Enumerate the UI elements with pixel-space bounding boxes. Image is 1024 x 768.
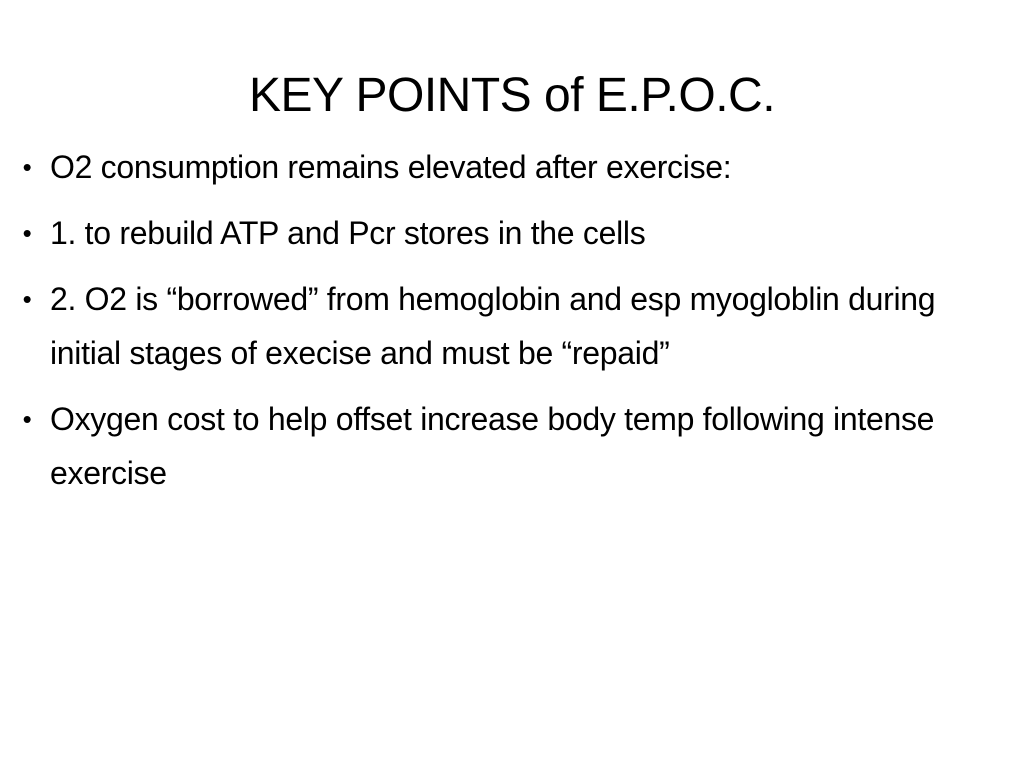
bullet-item <box>14 140 1010 194</box>
bullet-list <box>14 140 1010 512</box>
bullet-marker: • <box>22 152 32 182</box>
bullet-text: 2. O2 is “borrowed” from hemoglobin and esp myogloblin during initial stages of execise and must be “repaid” <box>50 281 936 371</box>
slide-title: KEY POINTS of E.P.O.C. <box>248 69 776 122</box>
bullet-marker: • <box>22 404 32 434</box>
bullet-marker: • <box>22 218 32 248</box>
bullet-text: 1. to rebuild ATP and Pcr stores in the cells <box>50 215 646 251</box>
bullet-text: O2 consumption remains elevated after exercise: <box>50 149 732 185</box>
bullet-item <box>14 272 1010 380</box>
bullet-item <box>14 392 1010 500</box>
bullet-item <box>14 206 1010 260</box>
bullet-text: Oxygen cost to help offset increase body temp following intense exercise <box>50 401 935 491</box>
bullet-marker: • <box>22 284 32 314</box>
